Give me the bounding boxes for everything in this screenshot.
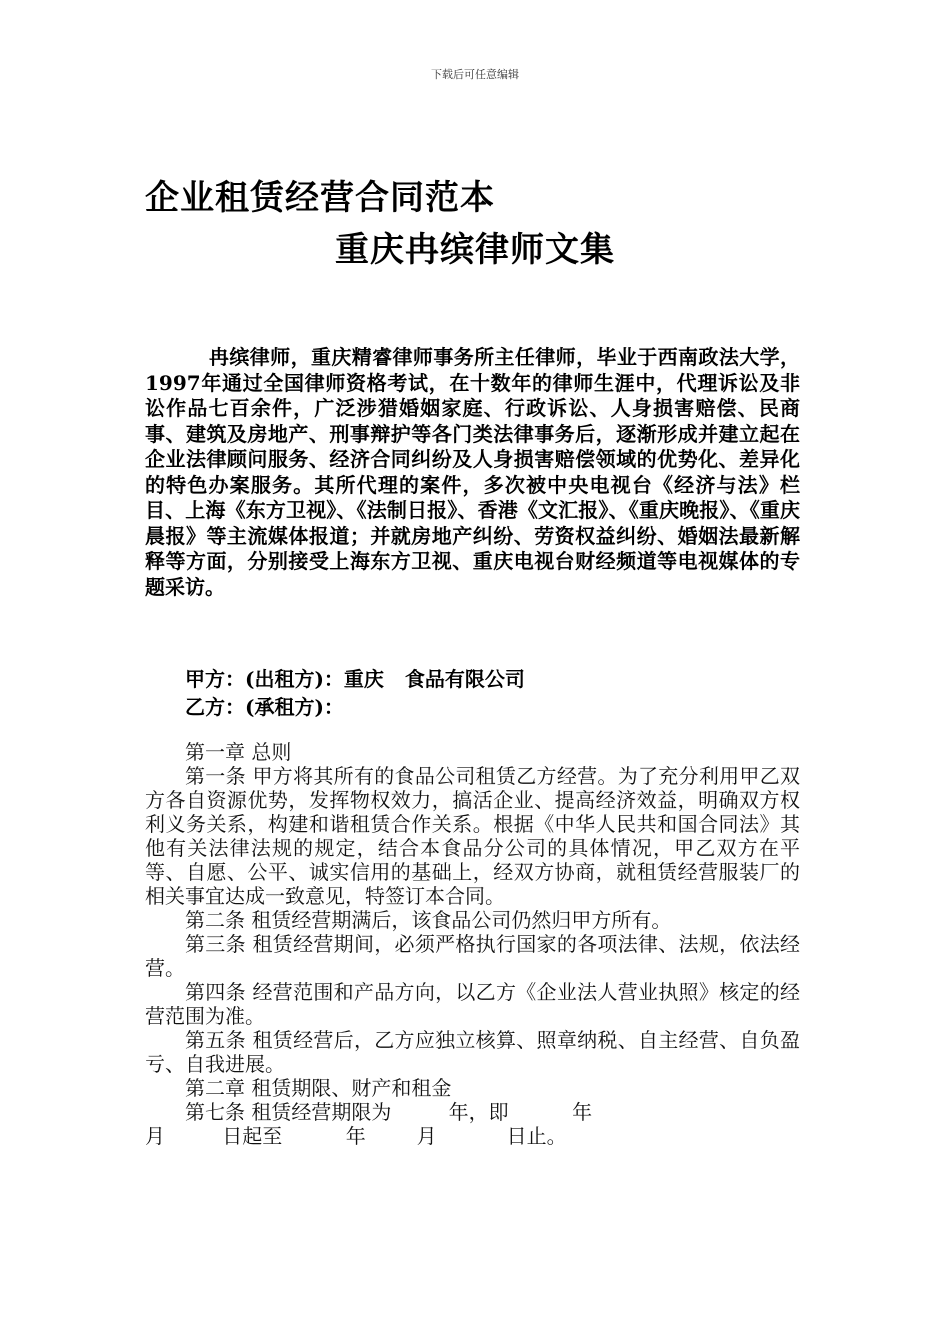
article-2: 第二条 租赁经营期满后，该食品公司仍然归甲方所有。 [185,908,672,932]
article-5: 第五条 租赁经营后，乙方应独立核算、照章纳税、自主经营、自负盈亏、自我进展。 [145,1028,800,1076]
article-4: 第四条 经营范围和产品方向，以乙方《企业法人营业执照》核定的经营范围为准。 [145,980,800,1028]
document-subtitle: 重庆冉缤律师文集 [335,230,615,270]
party-a-line: 甲方：(出租方)：重庆 食品有限公司 [185,667,525,691]
article-3: 第三条 租赁经营期间，必须严格执行国家的各项法律、法规，依法经营。 [145,932,800,980]
header-note: 下载后可任意编辑 [431,68,519,81]
parties-block [185,665,525,721]
author-intro-paragraph: 冉缤律师，重庆精睿律师事务所主任律师，毕业于西南政法大学，1997年通过全国律师资格考试，在十数年的律师生涯中，代理诉讼及非讼作品七百余件，广泛涉猎婚姻家庭、行政诉讼、人身损害赔偿、民商事、建筑及房地产、刑事辩护等各门类法律事务后，逐渐形成并建立起在企业法律顾问服务、经济合同纠纷及人身损害赔偿领域的优势化、差异化的特色办案服务。其所代理的案件，多次被中央电视台《经济与法》栏目、上海《东方卫视》、《法制日报》、香港《文汇报》、《重庆晚报》、《重庆晨报》等主流媒体报道；并就房地产纠纷、劳资权益纠纷、婚姻法最新解释等方面，分别接受上海东方卫视、重庆电视台财经频道等电视媒体的专题采访。 [145,345,800,599]
article-1: 第一条 甲方将其所有的食品公司租赁乙方经营。为了充分利用甲乙双方各自资源优势，发挥物权效力，搞活企业、提高经济效益，明确双方权利义务关系，构建和谐租赁合作关系。根据《中华人民共和国合同法》其他有关法律法规的规定，结合本食品分公司的具体情况，甲乙双方在平等、自愿、公平、诚实信用的基础上，经双方协商，就租赁经营服装厂的相关事宜达成一致意见，特签订本合同。 [145,764,800,908]
party-b-line: 乙方：(承租方)： [185,695,344,719]
article-7-line-1: 第七条 租赁经营期限为 年，即 年 [185,1100,593,1124]
document-title: 企业租赁经营合同范本 [145,178,495,218]
chapter-2-heading: 第二章 租赁期限、财产和租金 [185,1076,452,1100]
chapter-1-heading: 第一章 总则 [185,740,292,764]
contract-body [145,740,800,1148]
article-7-line-2: 月 日起至 年 月 日止。 [145,1124,567,1148]
